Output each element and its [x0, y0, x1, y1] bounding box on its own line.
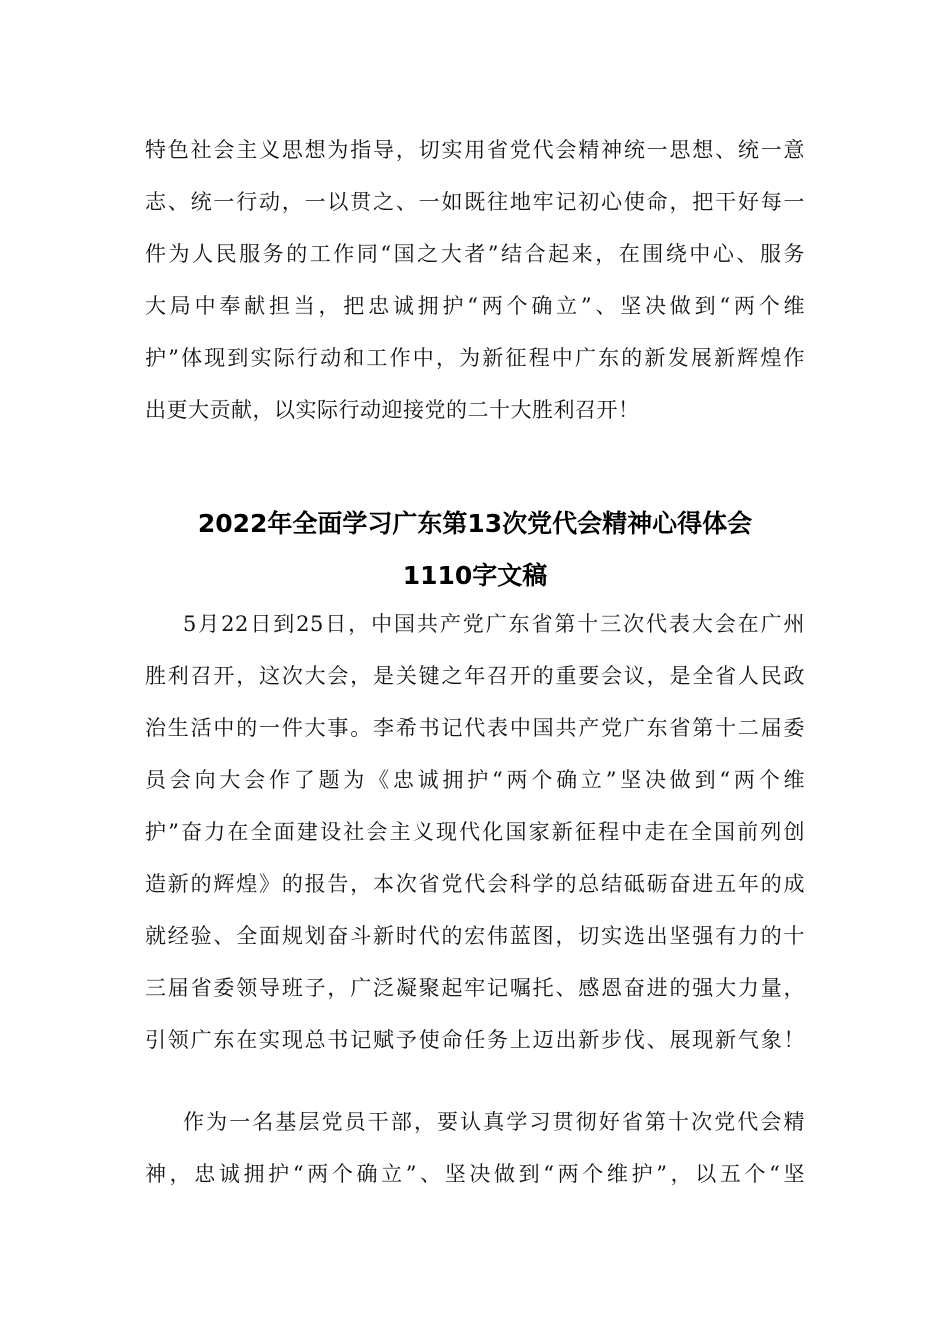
text-line: 三届省委领导班子，广泛凝聚起牢记嘱托、感恩奋进的强大力量，: [145, 976, 805, 1000]
article-title-line-2: 1110字文稿: [402, 561, 548, 590]
text-line: 胜利召开，这次大会，是关键之年召开的重要会议，是全省人民政: [145, 664, 805, 688]
text-line: 作为一名基层党员干部，要认真学习贯彻好省第十次党代会精: [183, 1110, 805, 1134]
text-line: 件为人民服务的工作同“国之大者”结合起来，在围绕中心、服务: [145, 242, 805, 266]
text-line: 引领广东在实现总书记赋予使命任务上迈出新步伐、展现新气象！: [145, 1028, 805, 1052]
text-line: 神，忠诚拥护“两个确立”、坚决做到“两个维护”，以五个“坚: [145, 1162, 805, 1186]
text-line: 就经验、全面规划奋斗新时代的宏伟蓝图，切实选出坚强有力的十: [145, 924, 805, 948]
text-line: 员会向大会作了题为《忠诚拥护“两个确立”坚决做到“两个维: [145, 768, 805, 792]
text-line: 志、统一行动，一以贯之、一如既往地牢记初心使命，把干好每一: [145, 190, 805, 214]
text-line: 出更大贡献，以实际行动迎接党的二十大胜利召开！: [145, 398, 640, 422]
text-line: 护”奋力在全面建设社会主义现代化国家新征程中走在全国前列创: [145, 820, 805, 844]
text-line: 治生活中的一件大事。李希书记代表中国共产党广东省第十二届委: [145, 716, 805, 740]
article-title-line-1: 2022年全面学习广东第13次党代会精神心得体会: [197, 509, 753, 538]
text-line: 护”体现到实际行动和工作中，为新征程中广东的新发展新辉煌作: [145, 346, 805, 370]
text-line: 特色社会主义思想为指导，切实用省党代会精神统一思想、统一意: [145, 138, 805, 162]
text-line: 造新的辉煌》的报告，本次省党代会科学的总结砥砺奋进五年的成: [145, 872, 805, 896]
text-line: 5月22日到25日，中国共产党广东省第十三次代表大会在广州: [183, 612, 805, 636]
text-line: 大局中奉献担当，把忠诚拥护“两个确立”、坚决做到“两个维: [145, 294, 805, 318]
